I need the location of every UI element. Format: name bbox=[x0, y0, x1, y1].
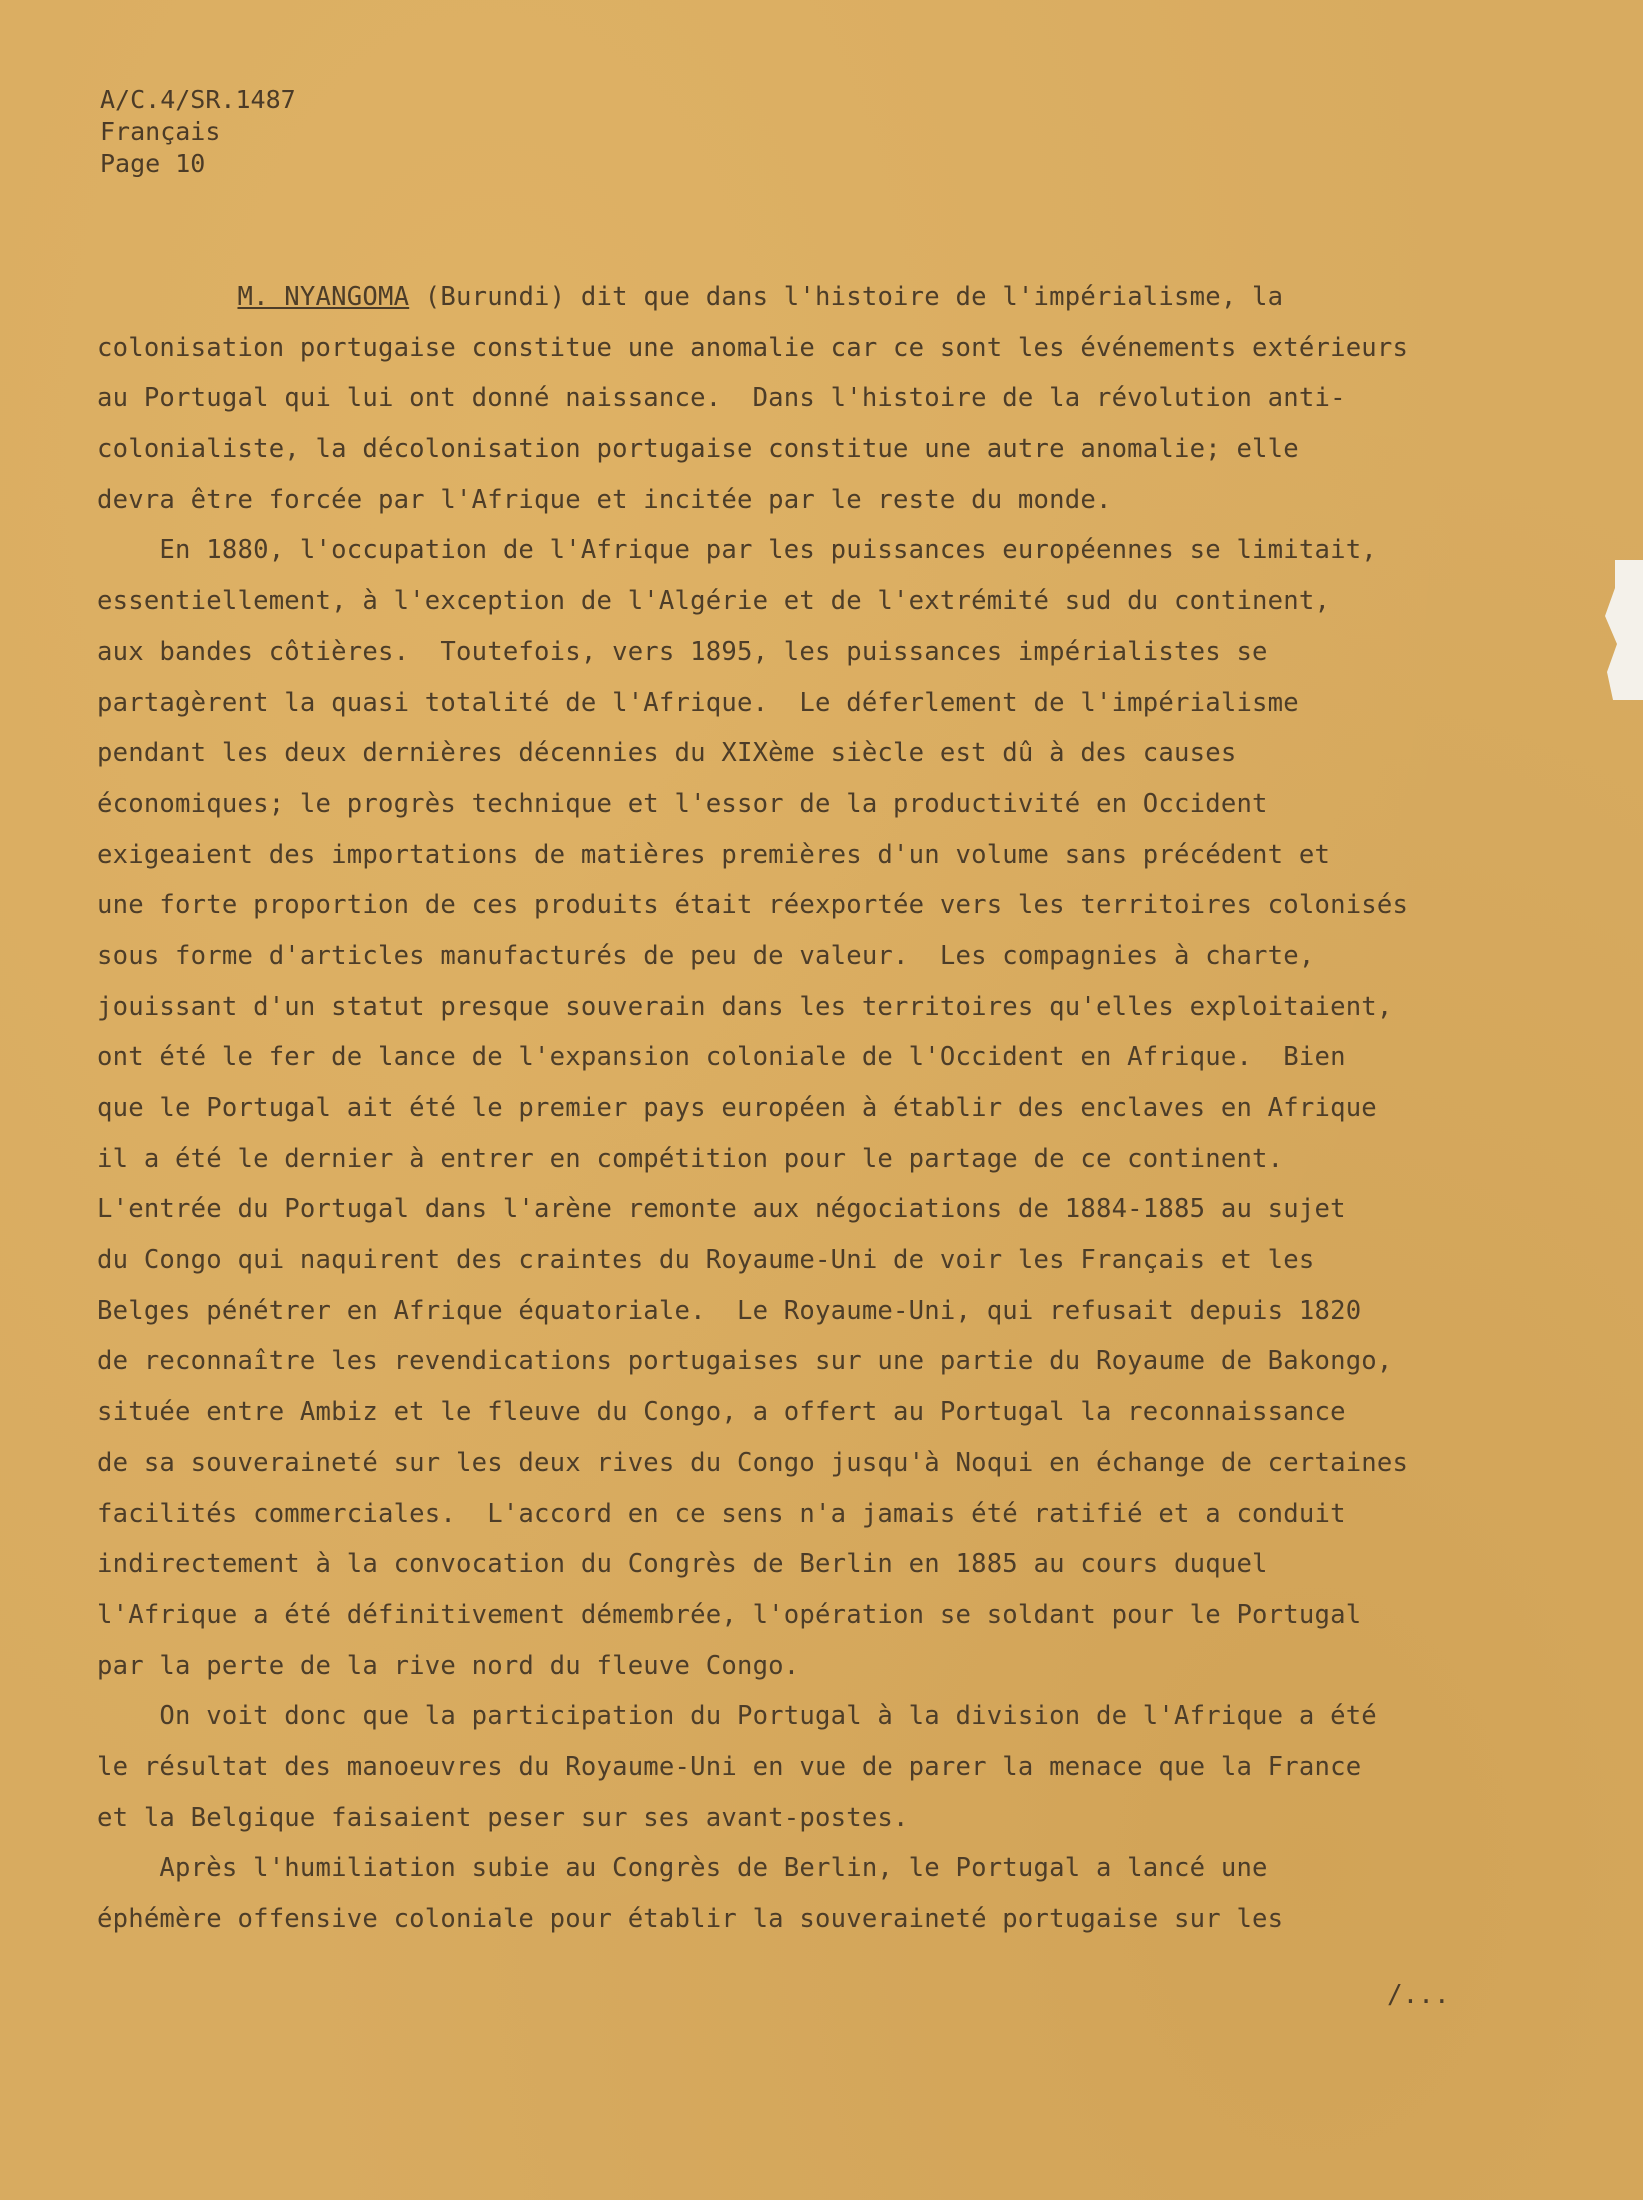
text-line: le résultat des manoeuvres du Royaume-Uni en vue de parer la menace que la France bbox=[97, 1751, 1362, 1782]
speaker-name: M. NYANGOMA bbox=[237, 282, 410, 312]
text-line: facilités commerciales. L'accord en ce sens n'a jamais été ratifié et a conduit bbox=[97, 1498, 1346, 1529]
text-line: Après l'humiliation subie au Congrès de Berlin, le Portugal a lancé une bbox=[97, 1853, 1268, 1884]
text-line: au Portugal qui lui ont donné naissance. Dans l'histoire de la révolution anti- bbox=[97, 383, 1346, 414]
text-line: éphémère offensive coloniale pour établir la souveraineté portugaise sur les bbox=[97, 1904, 1284, 1934]
text-line: En 1880, l'occupation de l'Afrique par les puissances européennes se limitait, bbox=[97, 535, 1377, 566]
document-body bbox=[97, 272, 1497, 1945]
text-line: ont été le fer de lance de l'expansion coloniale de l'Occident en Afrique. Bien bbox=[97, 1042, 1346, 1073]
text-line: jouissant d'un statut presque souverain dans les territoires qu'elles exploitaient, bbox=[97, 991, 1393, 1022]
text-line: On voit donc que la participation du Portugal à la division de l'Afrique a été bbox=[97, 1701, 1377, 1732]
text-line: par la perte de la rive nord du fleuve Congo. bbox=[97, 1650, 800, 1681]
text-line: Belges pénétrer en Afrique équatoriale. Le Royaume-Uni, qui refusait depuis 1820 bbox=[97, 1295, 1362, 1326]
text-line: aux bandes côtières. Toutefois, vers 1895, les puissances impérialistes se bbox=[97, 636, 1268, 667]
text-lines bbox=[97, 323, 1497, 1945]
text-line: L'entrée du Portugal dans l'arène remonte aux négociations de 1884-1885 au sujet bbox=[97, 1194, 1346, 1225]
text-line: et la Belgique faisaient peser sur ses avant-postes. bbox=[97, 1802, 909, 1833]
document-symbol: A/C.4/SR.1487 bbox=[100, 85, 296, 114]
text-line: que le Portugal ait été le premier pays européen à établir des enclaves en Afrique bbox=[97, 1093, 1377, 1123]
text-line-1 bbox=[97, 272, 1497, 323]
text-line: une forte proportion de ces produits était réexportée vers les territoires colonisés bbox=[97, 890, 1409, 921]
text-line: essentiellement, à l'exception de l'Algérie et de l'extrémité sud du continent, bbox=[97, 586, 1331, 617]
text-line-1-rest: (Burundi) dit que dans l'histoire de l'impérialisme, la bbox=[409, 282, 1284, 312]
text-line: de reconnaître les revendications portugaises sur une partie du Royaume de Bakongo, bbox=[97, 1346, 1393, 1377]
text-line: située entre Ambiz et le fleuve du Congo, a offert au Portugal la reconnaissance bbox=[97, 1397, 1346, 1428]
text-line: économiques; le progrès technique et l'essor de la productivité en Occident bbox=[97, 788, 1268, 819]
text-line: du Congo qui naquirent des craintes du Royaume-Uni de voir les Français et les bbox=[97, 1245, 1315, 1276]
document-language: Français bbox=[100, 117, 221, 146]
text-line: de sa souveraineté sur les deux rives du Congo jusqu'à Noqui en échange de certaines bbox=[97, 1447, 1409, 1478]
text-line: indirectement à la convocation du Congrès de Berlin en 1885 au cours duquel bbox=[97, 1549, 1268, 1580]
text-line: partagèrent la quasi totalité de l'Afrique. Le déferlement de l'impérialisme bbox=[97, 687, 1299, 718]
continuation-mark: /... bbox=[1387, 1980, 1450, 2010]
text-line: il a été le dernier à entrer en compétition pour le partage de ce continent. bbox=[97, 1143, 1284, 1174]
torn-edge bbox=[1603, 560, 1643, 700]
text-line: l'Afrique a été définitivement démembrée, l'opération se soldant pour le Portugal bbox=[97, 1599, 1362, 1630]
text-line: devra être forcée par l'Afrique et incitée par le reste du monde. bbox=[97, 484, 1112, 515]
text-line: colonialiste, la décolonisation portugaise constitue une autre anomalie; elle bbox=[97, 434, 1299, 465]
page-number: Page 10 bbox=[100, 149, 206, 178]
text-line: pendant les deux dernières décennies du XIXème siècle est dû à des causes bbox=[97, 738, 1237, 769]
text-line: sous forme d'articles manufacturés de peu de valeur. Les compagnies à charte, bbox=[97, 940, 1315, 971]
text-line: exigeaient des importations de matières premières d'un volume sans précédent et bbox=[97, 839, 1331, 870]
text-line: colonisation portugaise constitue une anomalie car ce sont les événements extérieurs bbox=[97, 332, 1409, 363]
document-header bbox=[100, 84, 296, 180]
